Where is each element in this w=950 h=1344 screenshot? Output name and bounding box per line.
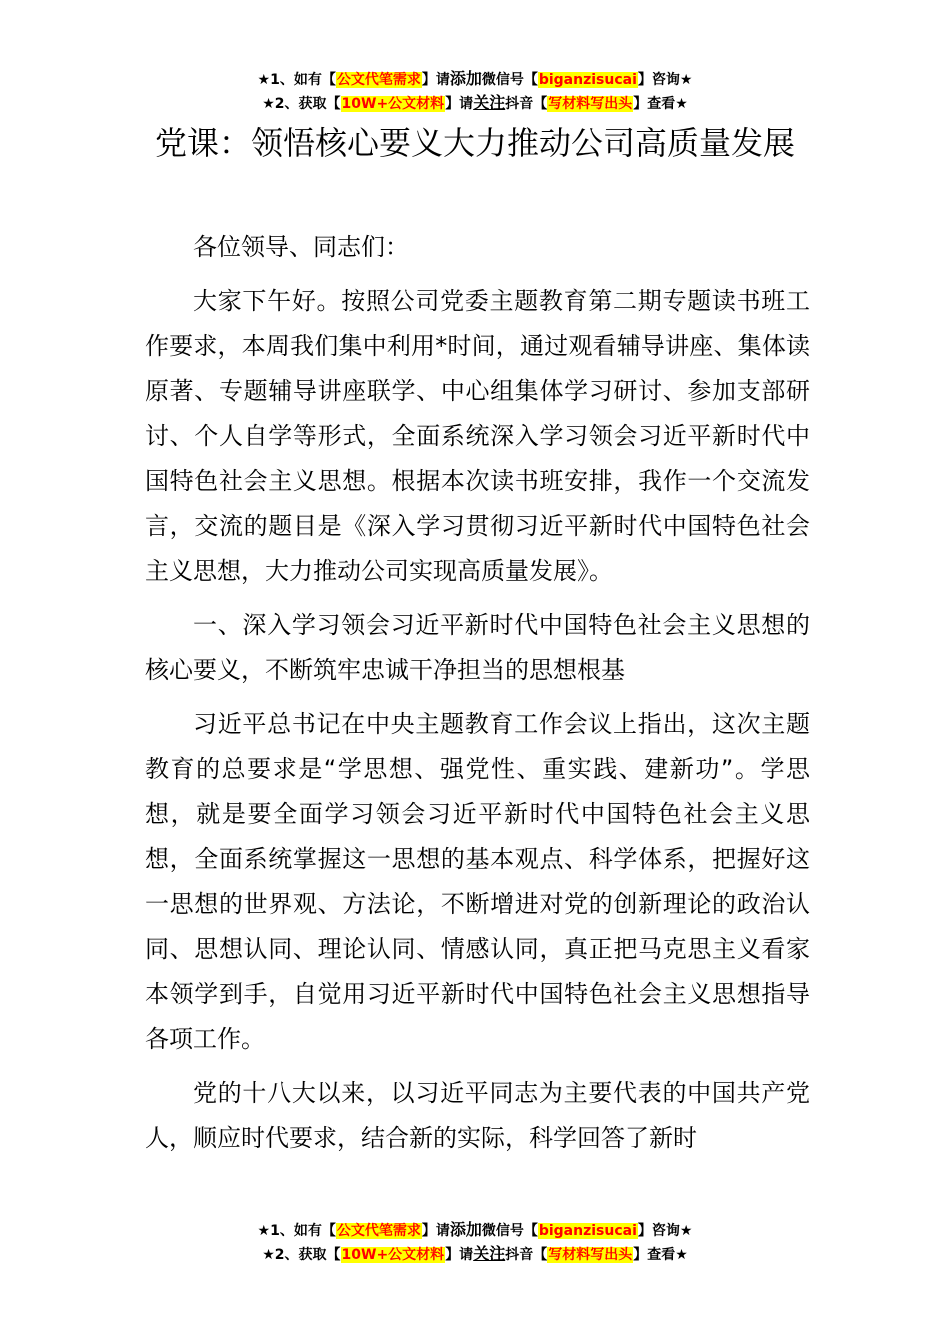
banner-emphasis: 添加 [449,1220,482,1239]
footer-banner [0,1218,950,1266]
banner-highlight-douyin: 写材料写出头 [548,1247,633,1263]
banner-line-2 [0,1242,950,1266]
banner-highlight-wechat-id: biganzisucai [538,1223,637,1239]
banner-text: 微信号【 [481,72,538,88]
banner-text: ★1、如有【 [257,1223,336,1239]
banner-text: 抖音【 [505,96,548,112]
document-title: 党课：领悟核心要义大力推动公司高质量发展 [154,124,795,162]
banner-text: 抖音【 [505,1247,548,1263]
banner-highlight-douyin: 写材料写出头 [548,96,633,112]
salutation: 各位领导、同志们： [193,233,409,261]
banner-text: 】咨询★ [637,1223,693,1239]
banner-highlight-wechat-id: biganzisucai [538,72,637,88]
header-banner [0,67,950,115]
paragraph-intro: 大家下午好。按照公司党委主题教育第二期专题读书班工作要求，本周我们集中利用*时间，通过观看辅导讲座、集体读原著、专题辅导讲座联学、中心组集体学习研讨、参加支部研讨、个人自学等形式，全面系统深入学习领会习近平新时代中国特色社会主义思想。根据本次读书班安排，我作一个交流发言，交流的题目是《深入学习贯彻习近平新时代中国特色社会主义思想，大力推动公司实现高质量发展》。 [145,287,810,585]
banner-text: 】查看★ [633,1247,688,1263]
banner-text: 】请 [421,1223,450,1239]
banner-line-2 [0,91,950,115]
banner-text: 】咨询★ [637,72,693,88]
banner-emphasis: 关注 [473,93,506,112]
banner-text: 】请 [421,72,450,88]
banner-text: 】查看★ [633,96,688,112]
paragraph-body: 党的十八大以来，以习近平同志为主要代表的中国共产党人，顺应时代要求，结合新的实际，科学回答了新时 [145,1079,810,1152]
banner-text: ★1、如有【 [257,72,336,88]
banner-text: 】请 [445,1247,474,1263]
banner-line-1 [0,1218,950,1242]
banner-text: ★2、获取【 [262,1247,341,1263]
banner-line-1 [0,67,950,91]
banner-highlight-materials: 10W+公文材料 [341,1247,445,1263]
paragraph-body: 习近平总书记在中央主题教育工作会议上指出，这次主题教育的总要求是“学思想、强党性、重实践、建新功”。学思想，就是要全面学习领会习近平新时代中国特色社会主义思想，全面系统掌握这一思想的基本观点、科学体系，把握好这一思想的世界观、方法论，不断增进对党的创新理论的政治认同、思想认同、理论认同、情感认同，真正把马克思主义看家本领学到手，自觉用习近平新时代中国特色社会主义思想指导各项工作。 [145,710,810,1053]
banner-text: 微信号【 [481,1223,538,1239]
banner-highlight-materials: 10W+公文材料 [341,96,445,112]
banner-text: 】请 [445,96,474,112]
banner-emphasis: 添加 [449,69,482,88]
section-heading-1: 一、深入学习领会习近平新时代中国特色社会主义思想的核心要义，不断筑牢忠诚干净担当的思想根基 [145,611,810,684]
document-body [145,225,810,1170]
banner-emphasis: 关注 [473,1244,506,1263]
banner-text: ★2、获取【 [262,96,341,112]
banner-highlight-service: 公文代笔需求 [336,1223,421,1239]
banner-highlight-service: 公文代笔需求 [336,72,421,88]
